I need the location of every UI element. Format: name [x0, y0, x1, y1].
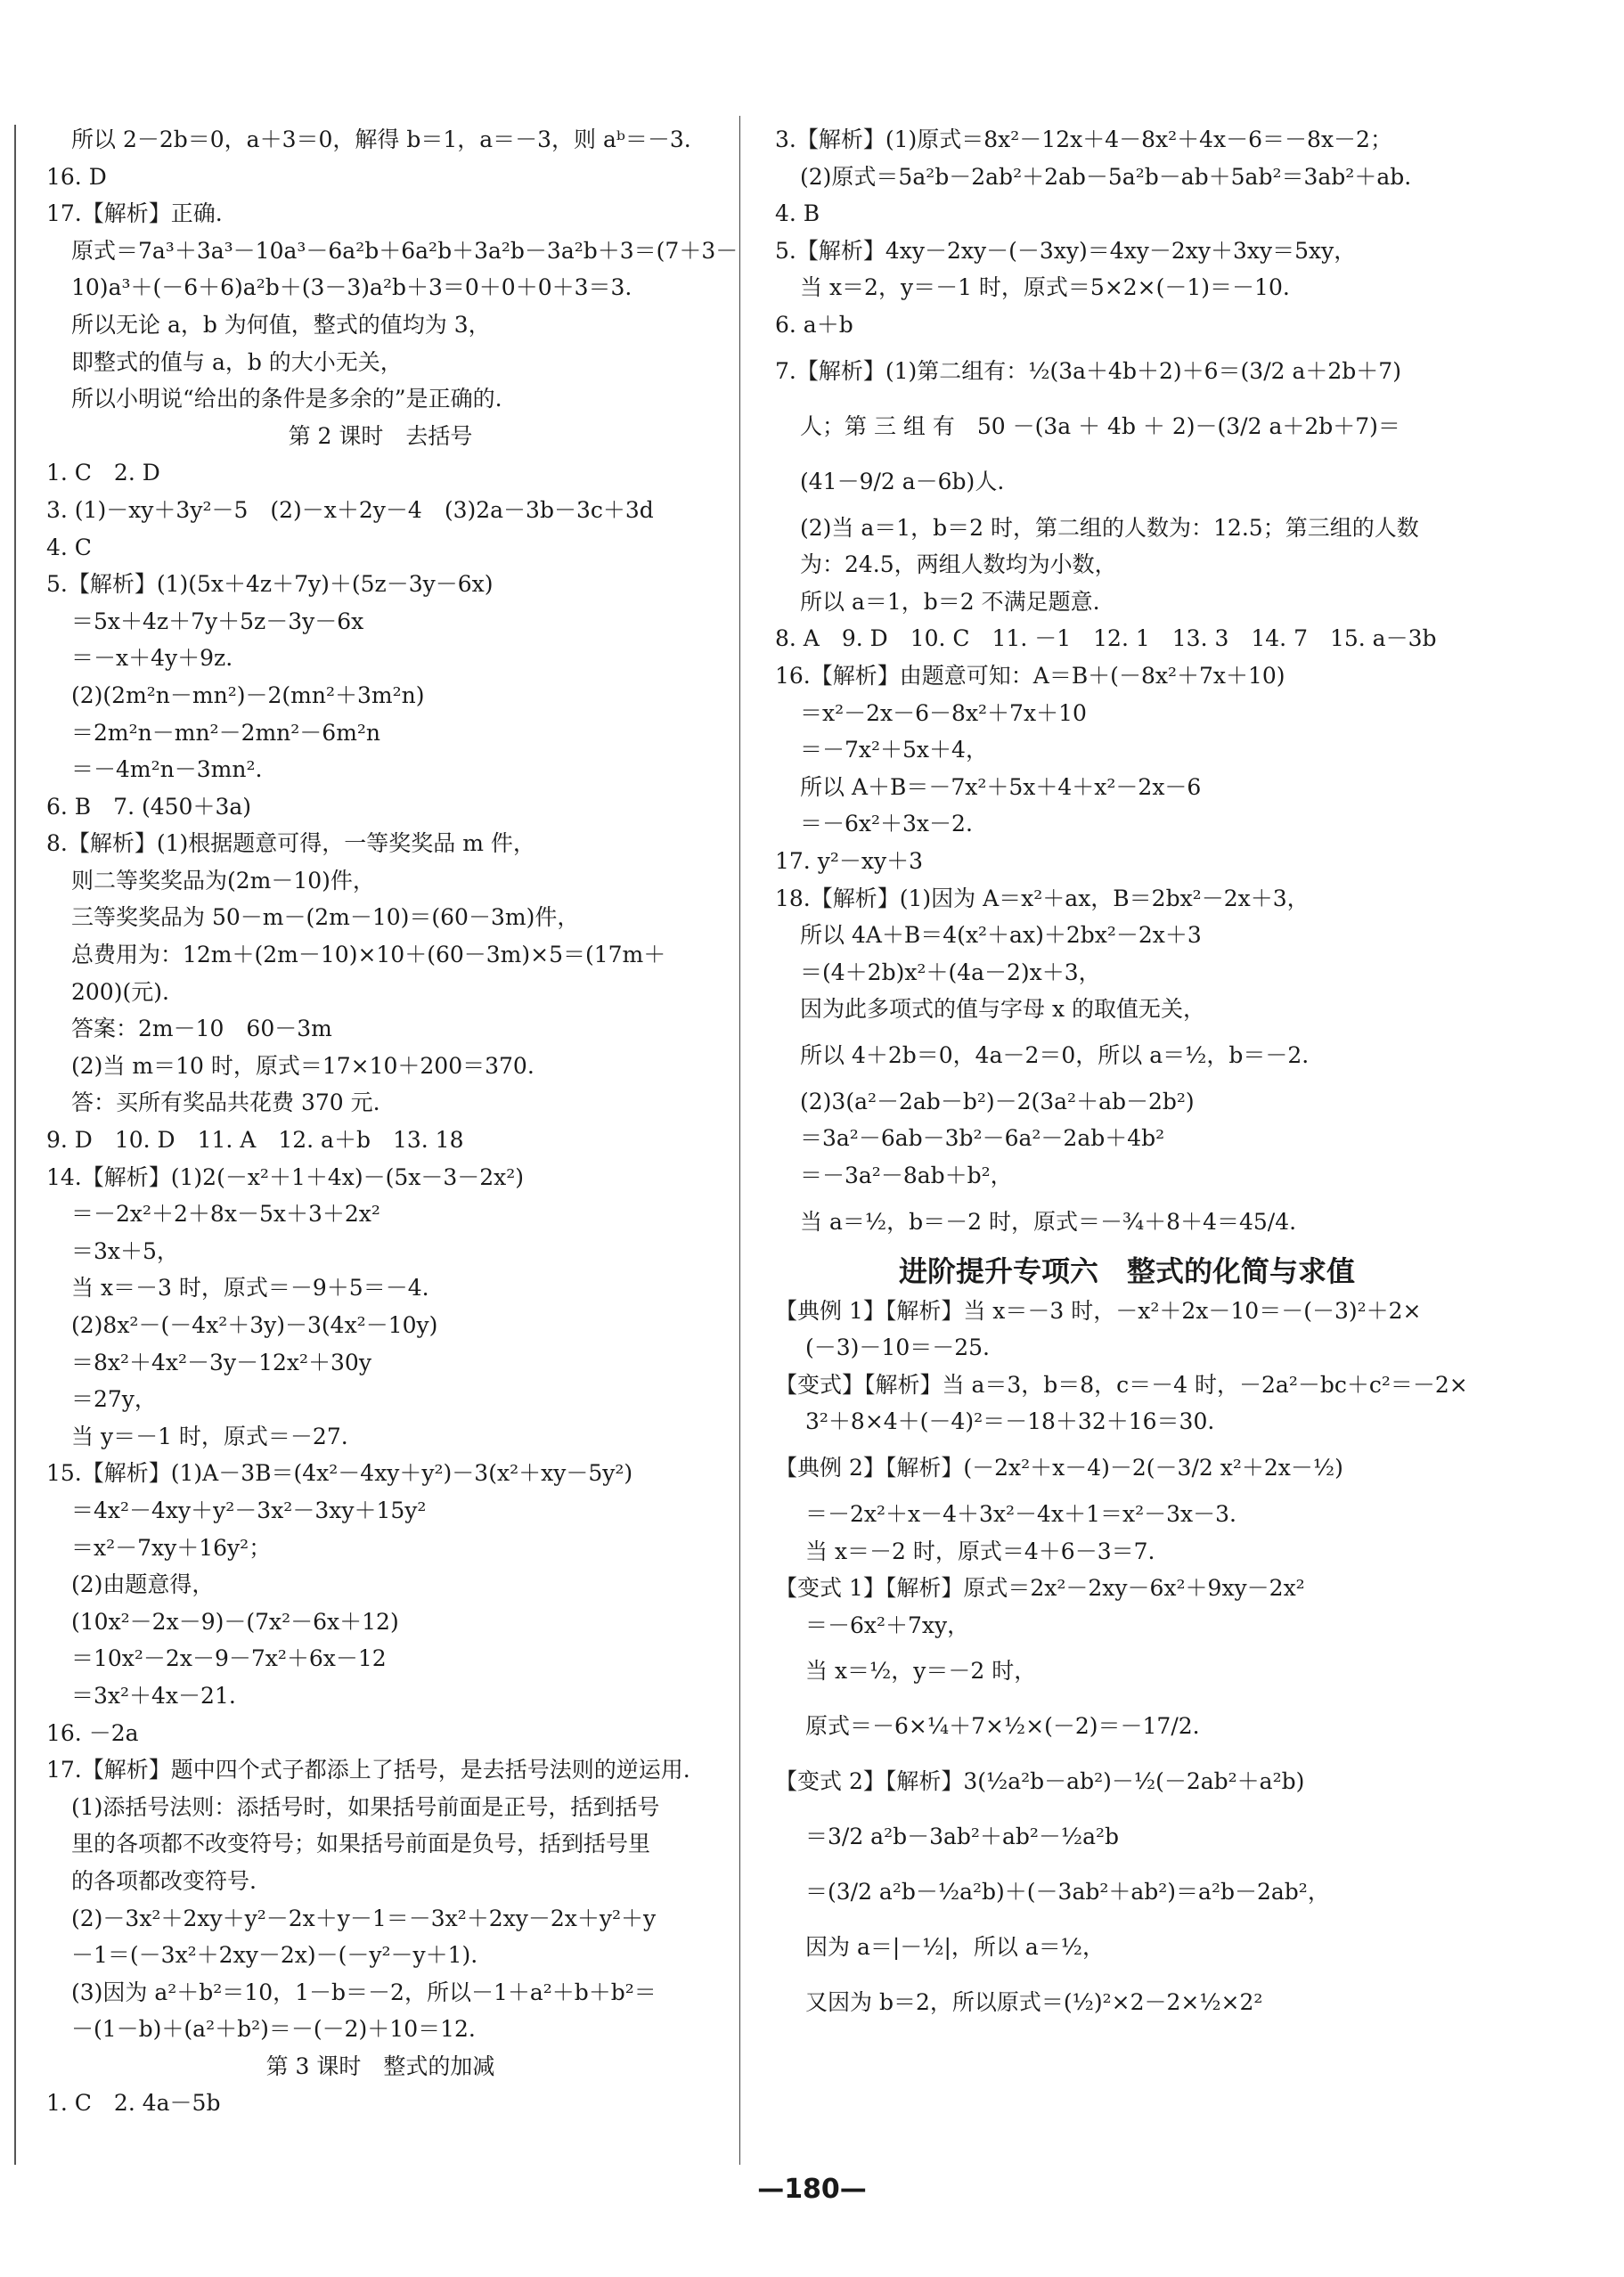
text-line: 16.【解析】由题意可知：A＝B＋(－8x²＋7x＋10): [775, 662, 1285, 689]
text-line: 当 y＝－1 时，原式＝－27.: [71, 1423, 348, 1449]
text-line: ＝－2x²＋2＋8x－5x＋3＋2x²: [71, 1201, 380, 1228]
text-line: ＝8x²＋4x²－3y－12x²＋30y: [71, 1349, 371, 1375]
text-line: 答：买所有奖品共花费 370 元.: [71, 1090, 380, 1116]
text-line: ＝－7x²＋5x＋4，: [800, 737, 988, 763]
text-line: 第 3 课时 整式的加减: [265, 2053, 495, 2079]
text-line: 1. C 2. 4a－5b: [46, 2090, 221, 2117]
text-line: 的各项都改变符号.: [71, 1867, 257, 1894]
text-line: 1. C 2. D: [46, 460, 160, 486]
text-line: 因为此多项式的值与字母 x 的取值无关，: [800, 996, 1205, 1023]
text-line: 【变式】【解析】当 a＝3，b＝8，c＝－4 时，－2a²－bc＋c²＝－2×: [775, 1371, 1468, 1398]
text-line: 8.【解析】(1)根据题意可得，一等奖奖品 m 件，: [46, 830, 535, 857]
text-line: 所以无论 a，b 为何值，整式的值均为 3，: [71, 311, 491, 338]
text-line: (2)8x²－(－4x²＋3y)－3(4x²－10y): [71, 1312, 438, 1338]
text-line: 3. (1)－xy＋3y²－5 (2)－x＋2y－4 (3)2a－3b－3c＋3d: [46, 496, 654, 523]
text-line: ＝2m²n－mn²－2mn²－6m²n: [71, 719, 381, 746]
text-line: 7.【解析】(1)第二组有：½(3a＋4b＋2)＋6＝(3/2 a＋2b＋7): [775, 357, 1401, 384]
text-line: 为：24.5，两组人数均为小数，: [800, 551, 1117, 578]
text-line: 原式＝7a³＋3a³－10a³－6a²b＋6a²b＋3a²b－3a²b＋3＝(7＋3－: [71, 237, 739, 264]
text-line: ＝－x＋4y＋9z.: [71, 645, 233, 672]
text-line: 6. a＋b: [775, 311, 853, 338]
text-line: (41－9/2 a－6b)人.: [800, 468, 1005, 494]
text-line: ＝－2x²＋x－4＋3x²－4x＋1＝x²－3x－3.: [805, 1501, 1236, 1528]
text-line: (2)当 m＝10 时，原式＝17×10＋200＝370.: [71, 1052, 535, 1079]
text-line: (2)－3x²＋2xy＋y²－2x＋y－1＝－3x²＋2xy－2x＋y²＋y: [71, 1905, 657, 1931]
text-line: 3.【解析】(1)原式＝8x²－12x＋4－8x²＋4x－6＝－8x－2；: [775, 126, 1392, 152]
text-line: 当 x＝－3 时，原式＝－9＋5＝－4.: [71, 1275, 429, 1302]
text-line: 所以 4＋2b＝0，4a－2＝0，所以 a＝½，b＝－2.: [800, 1041, 1310, 1068]
text-line: 原式＝－6×¼＋7×½×(－2)＝－17/2.: [805, 1713, 1200, 1740]
text-line: ＝3/2 a²b－3ab²＋ab²－½a²b: [805, 1824, 1120, 1850]
column-divider: [739, 116, 740, 2165]
text-line: 15.【解析】(1)A－3B＝(4x²－4xy＋y²)－3(x²＋xy－5y²): [46, 1460, 633, 1487]
text-line: 所以小明说“给出的条件是多余的”是正确的.: [71, 386, 502, 412]
text-line: 三等奖奖品为 50－m－(2m－10)＝(60－3m)件，: [71, 904, 580, 931]
text-line: ＝(4＋2b)x²＋(4a－2)x＋3，: [800, 959, 1101, 985]
text-line: 所以 4A＋B＝4(x²＋ax)＋2bx²－2x＋3: [800, 922, 1202, 949]
text-line: ＝－4m²n－3mn².: [71, 756, 263, 783]
text-line: ＝3x＋5，: [71, 1237, 179, 1264]
text-line: 17.【解析】正确.: [46, 200, 223, 227]
text-line: 人；第 三 组 有 50 －(3a ＋ 4b ＋ 2)－(3/2 a＋2b＋7)＝: [800, 412, 1400, 439]
text-line: (2)由题意得，: [71, 1571, 215, 1598]
text-line: 3²＋8×4＋(－4)²＝－18＋32＋16＝30.: [805, 1408, 1215, 1435]
text-line: 10)a³＋(－6＋6)a²b＋(3－3)a²b＋3＝0＋0＋0＋3＝3.: [71, 274, 632, 301]
text-line: 5.【解析】4xy－2xy－(－3xy)＝4xy－2xy＋3xy＝5xy，: [775, 237, 1357, 264]
text-line: 第 2 课时 去括号: [288, 422, 473, 449]
text-line: ＝－6x²＋3x－2.: [800, 811, 973, 837]
text-line: 4. C: [46, 534, 92, 560]
text-line: 进阶提升专项六 整式的化简与求值: [898, 1253, 1355, 1288]
text-line: 17.【解析】题中四个式子都添上了括号，是去括号法则的逆运用.: [46, 1757, 690, 1783]
text-line: 18.【解析】(1)因为 A＝x²＋ax，B＝2bx²－2x＋3，: [775, 885, 1310, 911]
text-line: (10x²－2x－9)－(7x²－6x＋12): [71, 1608, 399, 1635]
text-line: 答案：2m－10 60－3m: [71, 1016, 332, 1042]
text-line: ＝(3/2 a²b－½a²b)＋(－3ab²＋ab²)＝a²b－2ab²，: [805, 1879, 1330, 1906]
text-line: ＝－6x²＋7xy，: [805, 1612, 970, 1638]
margin-line: [14, 125, 16, 2165]
text-line: 9. D 10. D 11. A 12. a＋b 13. 18: [46, 1127, 464, 1154]
text-line: ＝x²－2x－6－8x²＋7x＋10: [800, 699, 1087, 726]
right-column: [775, 121, 1479, 2030]
text-line: 当 a＝½，b＝－2 时，原式＝－¾＋8＋4＝45/4.: [800, 1208, 1297, 1235]
text-line: 所以 2－2b＝0，a＋3＝0，解得 b＝1，a＝－3，则 aᵇ＝－3.: [71, 126, 691, 152]
text-line: 16. －2a: [46, 1719, 139, 1746]
text-line: 6. B 7. (450＋3a): [46, 793, 252, 820]
text-line: －(1－b)＋(a²＋b²)＝－(－2)＋10＝12.: [71, 2016, 476, 2043]
text-line: ＝5x＋4z＋7y＋5z－3y－6x: [71, 608, 364, 634]
text-line: ＝3x²＋4x－21.: [71, 1682, 236, 1709]
text-line: 【变式 1】【解析】原式＝2x²－2xy－6x²＋9xy－2x²: [775, 1575, 1305, 1602]
text-line: 【典例 2】【解析】(－2x²＋x－4)－2(－3/2 x²＋2x－½): [775, 1455, 1343, 1481]
text-line: 又因为 b＝2，所以原式＝(½)²×2－2×½×2²: [805, 1989, 1263, 2016]
text-line: 【变式 2】【解析】3(½a²b－ab²)－½(－2ab²＋a²b): [775, 1768, 1305, 1795]
text-line: (2)(2m²n－mn²)－2(mn²＋3m²n): [71, 681, 425, 708]
text-line: －1＝(－3x²＋2xy－2x)－(－y²－y＋1).: [71, 1942, 478, 1969]
text-line: 5.【解析】(1)(5x＋4z＋7y)＋(5z－3y－6x): [46, 571, 494, 598]
text-line: 因为 a＝|－½|，所以 a＝½，: [805, 1934, 1106, 1961]
text-line: (1)添括号法则：添括号时，如果括号前面是正号，括到括号: [71, 1793, 660, 1820]
text-line: (－3)－10＝－25.: [805, 1334, 990, 1361]
text-line: 16. D: [46, 163, 107, 190]
text-line: 【典例 1】【解析】当 x＝－3 时，－x²＋2x－10＝－(－3)²＋2×: [775, 1297, 1422, 1324]
text-line: (3)因为 a²＋b²＝10，1－b＝－2，所以－1＋a²＋b＋b²＝: [71, 1979, 657, 2005]
text-line: ＝10x²－2x－9－7x²＋6x－12: [71, 1645, 387, 1672]
text-line: (2)原式＝5a²b－2ab²＋2ab－5a²b－ab＋5ab²＝3ab²＋ab.: [800, 163, 1412, 190]
text-line: 当 x＝－2 时，原式＝4＋6－3＝7.: [805, 1538, 1155, 1564]
text-line: 当 x＝½，y＝－2 时，: [805, 1658, 1037, 1685]
text-line: 里的各项都不改变符号；如果括号前面是负号，括到括号里: [71, 1831, 651, 1857]
text-line: 所以 a＝1，b＝2 不满足题意.: [800, 588, 1100, 615]
text-line: ＝－3a²－8ab＋b²，: [800, 1163, 1013, 1189]
left-column: [46, 121, 750, 2122]
text-line: 则二等奖奖品为(2m－10)件，: [71, 867, 375, 894]
text-line: ＝27y，: [71, 1386, 157, 1413]
text-line: 当 x＝2，y＝－1 时，原式＝5×2×(－1)＝－10.: [800, 274, 1290, 301]
text-line: ＝3a²－6ab－3b²－6a²－2ab＋4b²: [800, 1125, 1165, 1152]
text-line: 17. y²－xy＋3: [775, 847, 923, 874]
page-number: —180—: [757, 2174, 867, 2205]
text-line: 4. B: [775, 200, 820, 227]
text-line: 14.【解析】(1)2(－x²＋1＋4x)－(5x－3－2x²): [46, 1163, 525, 1190]
text-line: 200)(元).: [71, 978, 169, 1005]
text-line: 8. A 9. D 10. C 11. －1 12. 1 13. 3 14. 7 15. a－3b: [775, 625, 1437, 652]
text-line: 总费用为：12m＋(2m－10)×10＋(60－3m)×5＝(17m＋: [71, 942, 666, 968]
text-line: (2)当 a＝1，b＝2 时，第二组的人数为：12.5；第三组的人数: [800, 514, 1419, 541]
text-line: ＝x²－7xy＋16y²；: [71, 1534, 272, 1561]
text-line: ＝4x²－4xy＋y²－3x²－3xy＋15y²: [71, 1497, 427, 1523]
text-line: 即整式的值与 a，b 的大小无关，: [71, 348, 403, 375]
text-line: 所以 A＋B＝－7x²＋5x＋4＋x²－2x－6: [800, 773, 1202, 800]
text-line: (2)3(a²－2ab－b²)－2(3a²＋ab－2b²): [800, 1088, 1195, 1114]
